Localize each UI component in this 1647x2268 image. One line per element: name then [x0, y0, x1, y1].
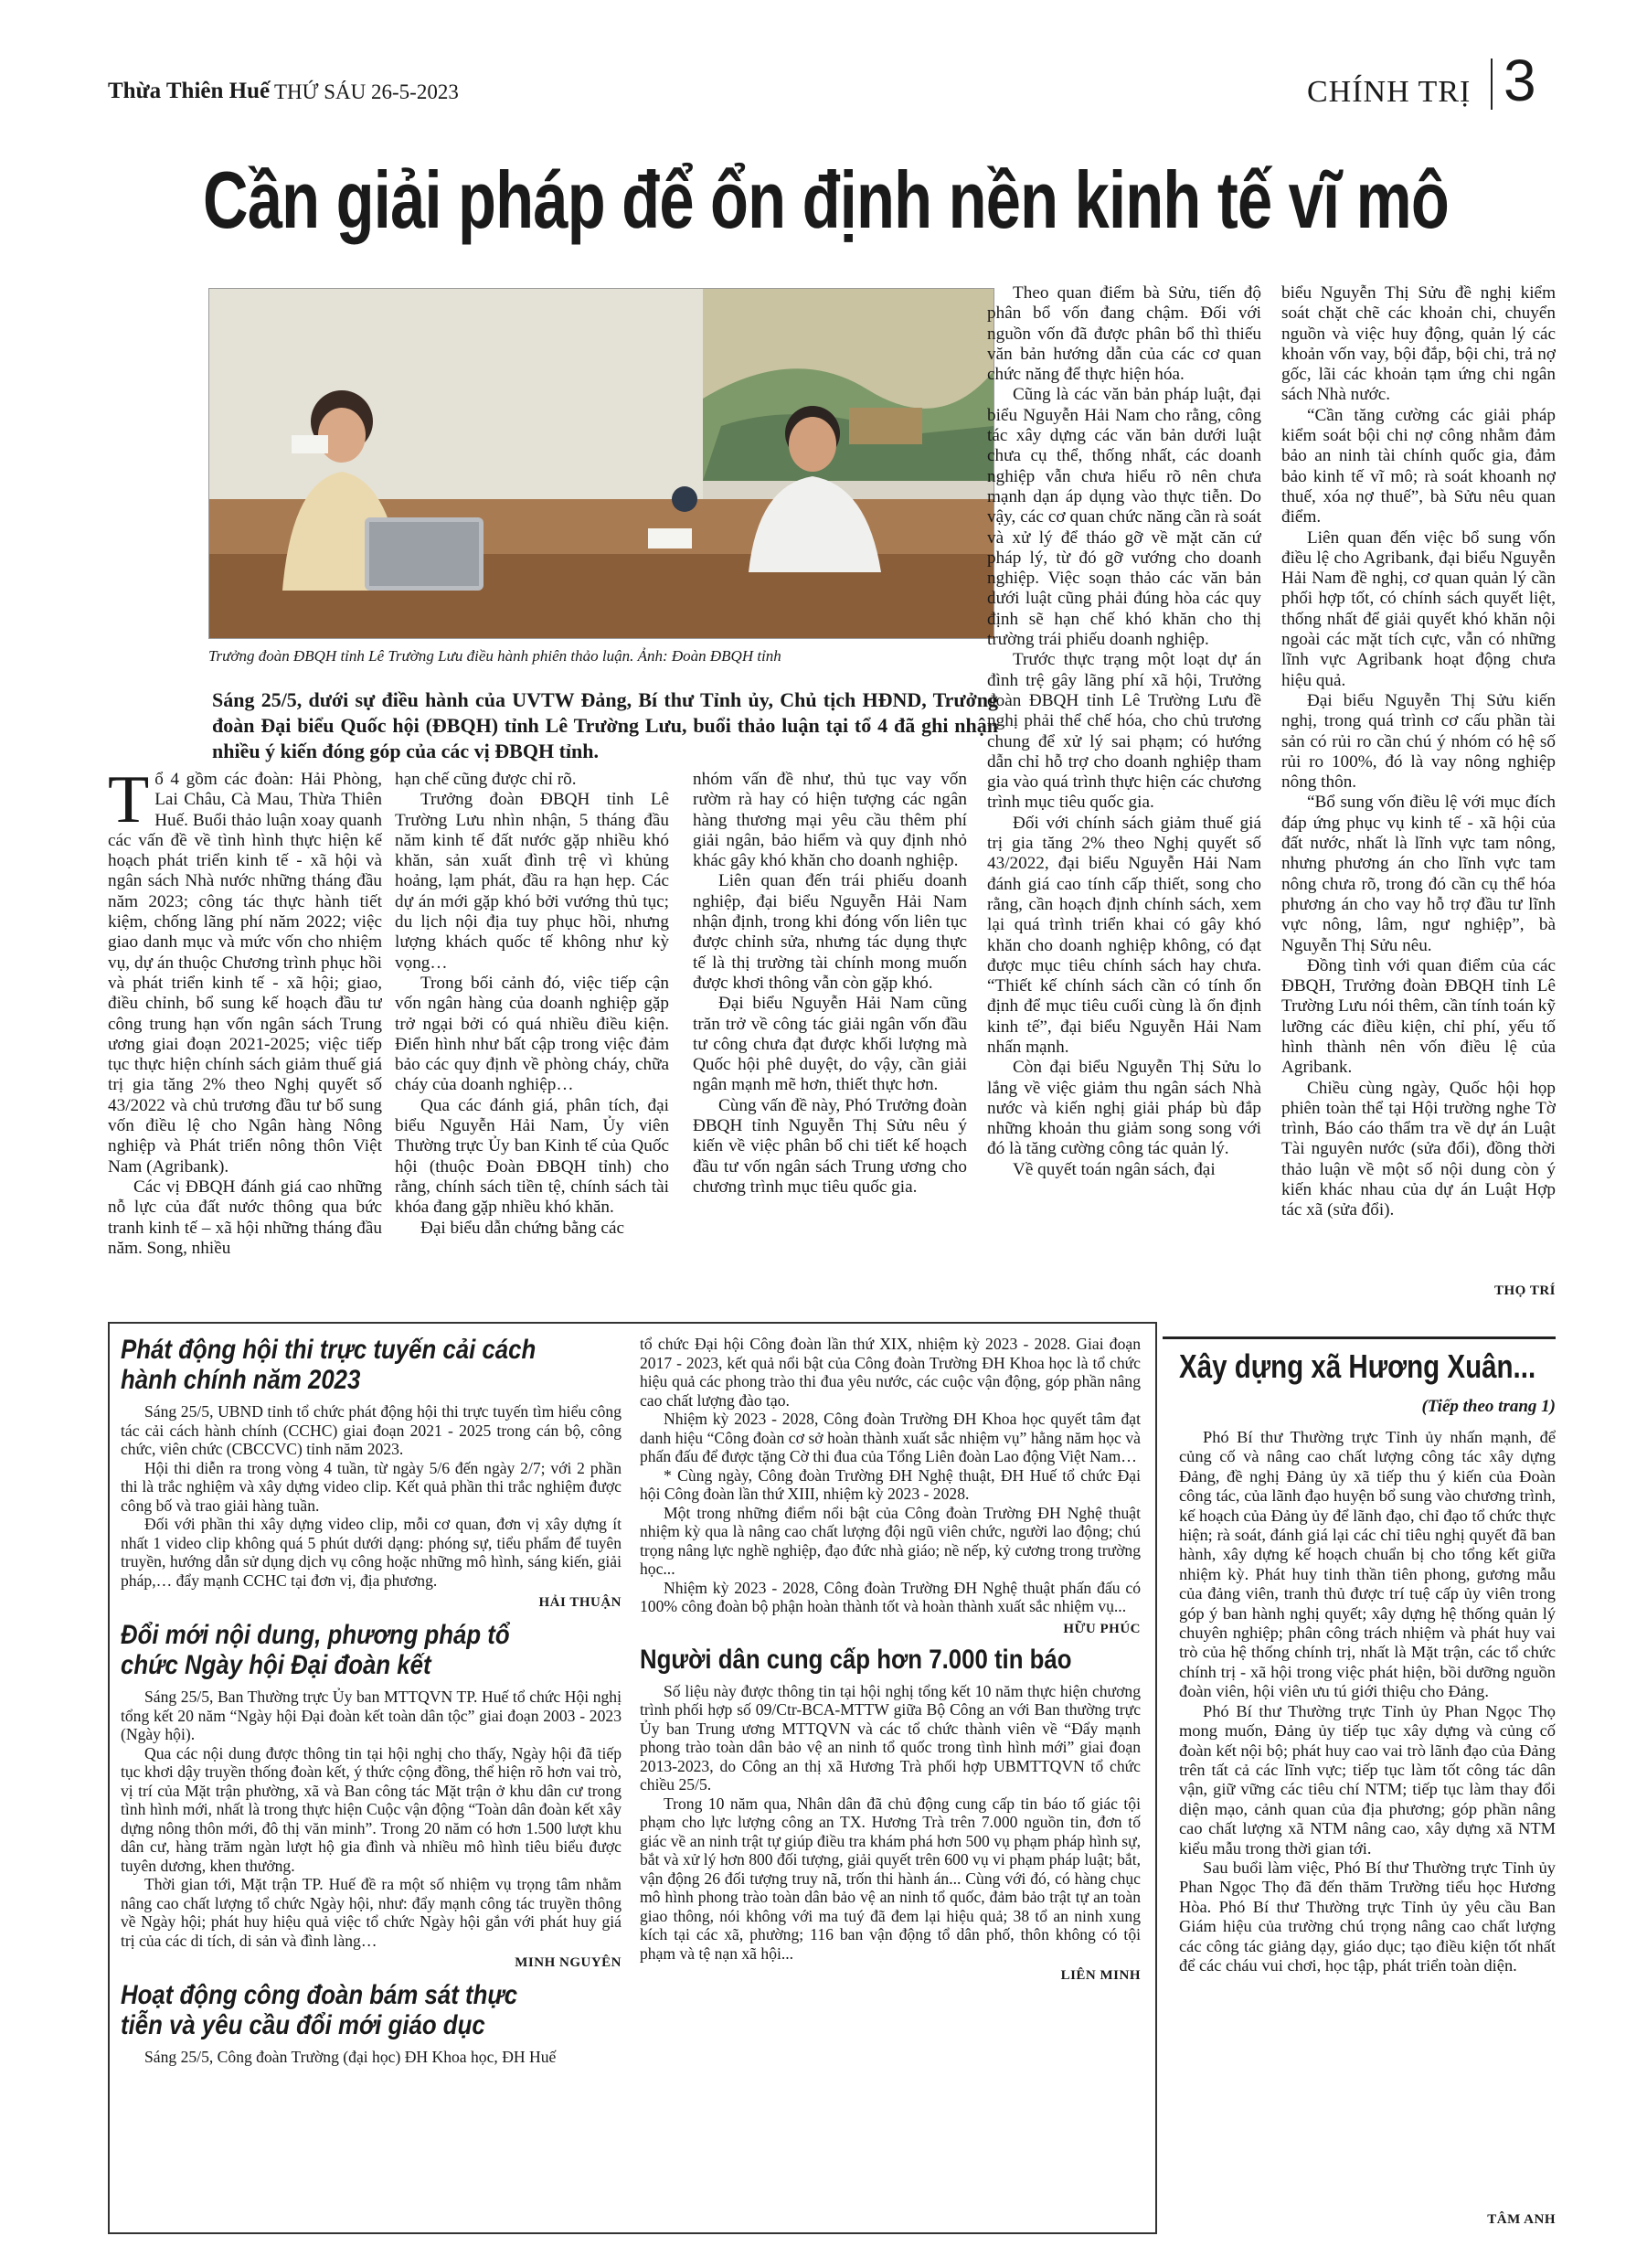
article-paragraph: Đối với chính sách giảm thuế giá trị gia tăng 2% theo Nghị quyết số 43/2022, đại biểu Nguyễn Hải Nam đánh giá cao tính cấp thiết, song cho rằng, cần hoạch định chính sách, xem lại quá trình triển khai có gây khó khăn cho doanh nghiệp không, có đạt được mục tiêu chính sách hay chưa. “Thiết kế chính sách cần có tính ổn định để mục tiêu cuối cùng là ổn định kinh tế”, đại biểu Nguyễn Hải Nam nhấn mạnh.	[987, 813, 1261, 1057]
continued-article-title: Xây dựng xã Hương Xuân...	[1179, 1347, 1536, 1385]
article-paragraph: biểu Nguyễn Thị Sửu đề nghị kiểm soát chặt chẽ các khoản chi, chuyển nguồn và việc huy động, quản lý các khoản vốn vay, bội đắp, bội chi, trả nợ gốc, lãi các khoản tạm ứng chi ngân sách Nhà nước.	[1281, 283, 1556, 405]
brief-title-4: Người dân cung cấp hơn 7.000 tin báo	[640, 1644, 1072, 1675]
brief-paragraph: Sáng 25/5, UBND tỉnh tổ chức phát động hội thi trực tuyến tìm hiểu công tác cải cách hành chính (CCHC) giai đoạn 2021 - 2025 trong cán bộ, công chức, viên chức (CBCCVC) tỉnh năm 2023.	[121, 1402, 622, 1458]
article-column-2	[395, 770, 669, 1300]
article-paragraph: Trước thực trạng một loạt dự án đình trệ gây lãng phí xã hội, Trưởng đoàn ĐBQH tỉnh Lê Trường Lưu đề nghị phải thể chế hóa, cho chủ trương chung để xử lý sai phạm; có hướng dẫn chỉ hỗ trợ cho doanh nghiệp tham gia vào quá trình thực hiện các chương trình mục tiêu quốc gia.	[987, 650, 1261, 813]
brief-paragraph: Trong 10 năm qua, Nhân dân đã chủ động cung cấp tin báo tố giác tội phạm cho lực lượng công an TX. Hương Trà trên 7.000 nguồn tin, đơn tố giác về an ninh trật tự giúp điều tra khám phá hơn 500 vụ phạm pháp hình sự, bắt và xử lý hơn 800 đối tượng, giải quyết trên 600 vụ vi phạm pháp luật; bắt, vận động 26 đối tượng truy nã, trốn thi hành án... Cùng với đó, có hàng chục mô hình phong trào toàn dân bảo vệ an ninh tổ quốc, đảm bảo trật tự an toàn giao thông, nói không với ma tuý đã đem lại hiệu quả; 38 tổ an ninh xung kích tại các xã, phường; 116 ban vận động tổ dân phố, thôn không có tội phạm và tệ nạn xã hội...	[640, 1794, 1141, 1963]
brief-byline-2: MINH NGUYÊN	[515, 1955, 622, 1970]
brief-column-left	[121, 1335, 622, 2220]
article-photo	[208, 288, 994, 639]
article-column-3	[693, 770, 967, 1300]
brief-title-1: Phát động hội thi trực tuyến cải cách hành chính năm 2023	[121, 1335, 537, 1395]
brief-paragraph: Một trong những điểm nổi bật của Công đoàn Trường ĐH Nghệ thuật nhiệm kỳ qua là nâng cao chất lượng đội ngũ viên chức, người lao động; chú trọng nâng lực nghề nghiệp, đạo đức nhà giáo; nề nếp, kỷ cương trong trường học...	[640, 1503, 1141, 1578]
brief-paragraph: tổ chức Đại hội Công đoàn lần thứ XIX, nhiệm kỳ 2023 - 2028. Giai đoạn 2017 - 2023, kết quả nổi bật của Công đoàn Trường ĐH Khoa học là tổ chức hiệu quả các phong trào thi đua yêu nước, các cuộc vận động, góp phần nâng cao chất lượng đào tạo.	[640, 1335, 1141, 1410]
brief-paragraph: Sáng 25/5, Công đoàn Trường (đại học) ĐH Khoa học, ĐH Huế	[144, 2048, 557, 2066]
brief-paragraph: Thời gian tới, Mặt trận TP. Huế đề ra một số nhiệm vụ trọng tâm nhằm nâng cao chất lượng tổ chức Ngày hội, như: đẩy mạnh công tác truyền thông về Ngày hội; phát huy hiệu quả việc tổ chức Ngày hội gắn với phát huy giá trị của các di tích, di sản và đình làng…	[121, 1875, 622, 1950]
article-paragraph: Phó Bí thư Thường trực Tỉnh ủy Phan Ngọc Thọ mong muốn, Đảng ủy tiếp tục xây dựng và củng cố đoàn kết nội bộ; phát huy cao vai trò lãnh đạo của Đảng trên tất cả các lĩnh vực; tiếp tục làm tốt công tác dân vận, giữ vững các tiêu chí NTM; tiếp tục làm thay đổi diện mạo, cảnh quan của địa phương; góp phần nâng cao chất lượng xã NTM nâng cao, xây dựng xã NTM kiểu mẫu trong thời gian tới.	[1179, 1701, 1556, 1858]
brief-body-4	[640, 1682, 1141, 1964]
article-byline: THỌ TRÍ	[1494, 1283, 1556, 1298]
article-paragraph: “Bổ sung vốn điều lệ với mục đích đáp ứng phục vụ kinh tế - xã hội của đất nước, nhất là lĩnh vực tam nông, nhưng phương án cho lĩnh vực tam nông chưa rõ, trong đó cần cụ thể hóa phương án cho vay hỗ trợ đầu tư lĩnh vực nông, lâm, ngư nghiệp”, bà Nguyễn Thị Sửu nêu.	[1281, 793, 1556, 955]
brief-paragraph: Nhiệm kỳ 2023 - 2028, Công đoàn Trường ĐH Khoa học quyết tâm đạt danh hiệu “Công đoàn cơ sở hoàn thành xuất sắc nhiệm vụ” hằng năm học và phấn đấu để được tặng Cờ thi đua của Tổng Liên đoàn Lao động Việt Nam…	[640, 1410, 1141, 1465]
article-paragraph: Cùng vấn đề này, Phó Trưởng đoàn ĐBQH tỉnh Nguyễn Thị Sửu nêu ý kiến về việc phân bổ chi tiết kế hoạch đầu tư vốn ngân sách Trung ương cho chương trình mục tiêu quốc gia.	[693, 1095, 967, 1197]
article-paragraph: Về quyết toán ngân sách, đại	[1013, 1159, 1216, 1179]
article-paragraph: Các vị ĐBQH đánh giá cao những nỗ lực của đất nước thông qua bức tranh kinh tế – xã hội những tháng đầu năm. Song, nhiều	[108, 1177, 382, 1258]
article-paragraph: “Cần tăng cường các giải pháp kiểm soát bội chi nợ công nhằm đảm bảo an ninh tài chính quốc gia, đảm bảo kinh tế vĩ mô; rà soát khoanh nợ thuế, xóa nợ thuế”, bà Sửu nêu quan điểm.	[1281, 405, 1556, 527]
brief-paragraph: Nhiệm kỳ 2023 - 2028, Công đoàn Trường ĐH Nghệ thuật phấn đấu có 100% công đoàn bộ phận hoàn thành tốt và hoàn thành xuất sắc nhiệm vụ...	[640, 1578, 1141, 1615]
meeting-photo-illustration	[209, 289, 994, 638]
article-paragraph: hạn chế cũng được chỉ rõ.	[395, 770, 577, 789]
brief-title-2: Đổi mới nội dung, phương pháp tổ chức Ngày hội Đại đoàn kết	[121, 1620, 510, 1680]
brief-paragraph: Qua các nội dung được thông tin tại hội nghị cho thấy, Ngày hội đã tiếp tục khơi dậy truyền thống đoàn kết, ý thức cộng đồng, thể hiện rõ hơn vai trò, vị trí của Mặt trận phường, xã và Ban công tác Mặt trận ở khu dân cư trong tình hình mới, nhất là trong thực hiện Cuộc vận động “Toàn dân đoàn kết xây dựng nông thôn mới, đô thị văn minh”. Trong 20 năm có hơn 1.500 lượt khu dân cư, hàng trăm ngàn lượt hộ gia đình và nhiều mô hình tiêu biểu được tuyên dương, khen thưởng.	[121, 1743, 622, 1875]
article-paragraph: Trong bối cảnh đó, việc tiếp cận vốn ngân hàng của doanh nghiệp gặp trở ngại bởi có quá nhiều điều kiện. Điển hình như bất cập trong việc đảm bảo các quy định về phòng cháy, chữa cháy của doanh nghiệp…	[395, 973, 669, 1095]
brief-paragraph: Hội thi diễn ra trong vòng 4 tuần, từ ngày 5/6 đến ngày 2/7; với 2 phần thi là trắc nghiệm và xây dựng video clip. Kết quả phần thi trắc nghiệm được công bố và trao giải hàng tuần.	[121, 1458, 622, 1515]
brief-body-2	[121, 1688, 622, 1950]
article-paragraph: Đại biểu Nguyễn Thị Sửu kiến nghị, trong quá trình cơ cấu phần tài sản có rủi ro cần chú ý nhóm có hệ số rủi ro 100%, đó là vay nông nghiệp nông thôn.	[1281, 690, 1556, 793]
article-paragraph: Sau buổi làm việc, Phó Bí thư Thường trực Tỉnh ủy Phan Ngọc Thọ đã đến thăm Trường tiểu học Hương Hòa. Phó Bí thư Thường trực Tỉnh ủy yêu cầu Ban Giám hiệu của trường chú trọng nâng cao chất lượng các công tác giảng dạy, giáo dục; tạo điều kiện tốt nhất để các cháu vui chơi, học tập, phát triển toàn diện.	[1179, 1858, 1556, 1975]
article-column-1	[108, 770, 382, 1300]
brief-paragraph: Đối với phần thi xây dựng video clip, mỗi cơ quan, đơn vị xây dựng ít nhất 1 video clip không quá 5 phút dưới dạng: phóng sự, tiểu phẩm để tuyên truyền, hướng dẫn sử dụng dịch vụ công hoặc những mô hình, sáng kiến, giải pháp,… đẩy mạnh CCHC tại đơn vị, địa phương.	[121, 1515, 622, 1590]
brief-byline-4: LIÊN MINH	[1060, 1968, 1141, 1983]
main-headline: Cần giải pháp để ổn định nền kinh tế vĩ mô	[203, 154, 1450, 245]
brief-column-right	[640, 1335, 1141, 2220]
right-article-rule	[1163, 1336, 1556, 1339]
issue-date: THỨ SÁU 26-5-2023	[274, 80, 459, 103]
paper-name: Thừa Thiên Huế	[108, 79, 271, 103]
article-paragraph: Liên quan đến việc bổ sung vốn điều lệ cho Agribank, đại biểu Nguyễn Hải Nam đề nghị, cơ quan quản lý cần phối hợp tốt, có chính sách quyết liệt, thống nhất để giải quyết khó khăn nội ngoài các mặt tích cực, vẫn có những lĩnh vực Agribank hoạt động chưa hiệu quả.	[1281, 527, 1556, 690]
article-paragraph: Đại biểu Nguyễn Hải Nam cũng trăn trở về công tác giải ngân vốn đầu tư công chưa đạt được khối lượng mà Quốc hội phê duyệt, do vậy, cần giải ngân mạnh mẽ hơn, thiết thực hơn.	[693, 994, 967, 1095]
brief-byline-1: HẢI THUẬN	[538, 1595, 622, 1610]
drop-cap: T	[108, 770, 150, 837]
brief-body-3-cont	[640, 1335, 1141, 1616]
article-paragraph: Phó Bí thư Thường trực Tỉnh ủy nhấn mạnh, để củng cố và nâng cao chất lượng công tác xây dựng Đảng, đề nghị Đảng ủy xã tiếp thu ý kiến của Đoàn công tác, của lãnh đạo huyện bổ sung vào chương trình, kế hoạch của Đảng ủy để lãnh đạo, chỉ đạo tổ chức thực hiện; rà soát, đánh giá lại các chỉ tiêu nghị quyết đã ban hành, xây dựng kế hoạch chuẩn bị cho tổng kết giữa nhiệm kỳ. Phát huy tinh thần tiên phong, gương mẫu của đảng viên, tranh thủ được trí tuệ cấp ủy viên trong góp ý ban hành nghị quyết; xây dựng hệ thống quản lý chuyên nghiệp; phân công trách nhiệm và phát huy vai trò của hệ thống chính trị, nhất là Mặt trận, các tổ chức chính trị - xã hội trong việc phát hiện, bồi dưỡng nguồn đoàn viên, hội viên ưu tú giới thiệu cho Đảng.	[1179, 1428, 1556, 1701]
article-column-4	[987, 283, 1261, 1300]
article-column-5	[1281, 283, 1556, 1280]
article-paragraph: Còn đại biểu Nguyễn Thị Sửu lo lắng về việc giảm thu ngân sách Nhà nước và kiến nghị giải pháp bù đắp những khoản thu giảm song song với đó là tăng cường công tác quản lý.	[987, 1058, 1261, 1159]
brief-byline-3: HỮU PHÚC	[1063, 1621, 1141, 1636]
section-title: CHÍNH TRỊ	[1307, 75, 1472, 109]
article-lead: Sáng 25/5, dưới sự điều hành của UVTW Đảng, Bí thư Tỉnh ủy, Chủ tịch HĐND, Trưởng đoàn Đại biểu Quốc hội (ĐBQH) tỉnh Lê Trường Lưu, buổi thảo luận tại tổ 4 đã ghi nhận nhiều ý kiến đóng góp của các vị ĐBQH tỉnh.	[212, 688, 998, 762]
brief-paragraph: Sáng 25/5, Ban Thường trực Ủy ban MTTQVN TP. Huế tổ chức Hội nghị tổng kết 20 năm “Ngày hội Đại đoàn kết toàn dân tộc” giai đoạn 2003 - 2023 (Ngày hội).	[121, 1688, 622, 1743]
article-paragraph: Chiều cùng ngày, Quốc hội họp phiên toàn thể tại Hội trường nghe Tờ trình, Báo cáo thẩm tra về dự án Luật Tài nguyên nước (sửa đổi), đồng thời thảo luận về một số nội dung còn ý kiến khác nhau của dự án Luật Hợp tác xã (sửa đổi).	[1281, 1078, 1556, 1220]
article-paragraph: nhóm vấn đề như, thủ tục vay vốn rườm rà hay có hiện tượng các ngân hàng thương mại yêu cầu thêm phí giải ngân, bảo hiểm và quy định nhỏ khác gây khó khăn cho doanh nghiệp.	[693, 770, 967, 871]
continued-article-byline: TÂM ANH	[1487, 2212, 1556, 2227]
article-paragraph: Theo quan điểm bà Sửu, tiến độ phân bổ vốn đang chậm. Đối với nguồn vốn đã được phân bổ thì thiếu văn bản hướng dẫn của các cơ quan chức năng để thực hiện hóa.	[987, 283, 1261, 385]
brief-body-1	[121, 1402, 622, 1590]
article-paragraph: Liên quan đến trái phiếu doanh nghiệp, đại biểu Nguyễn Hải Nam nhận định, trong khi đóng vốn liên tục được chỉnh sửa, nhưng tác dụng thực tế là thị trường tài chính mong muốn được khơi thông vẫn còn gặp khó.	[693, 871, 967, 993]
article-paragraph: Cũng là các văn bản pháp luật, đại biểu Nguyễn Hải Nam cho rằng, công tác xây dựng các văn bản dưới luật chưa cụ thể, thống nhất, các doanh nghiệp vẫn chưa hiểu rõ nên chưa mạnh dạn áp dụng vào thực tiễn. Do vậy, các cơ quan chức năng cần rà soát và xử lý để tháo gỡ về mặt căn cứ pháp lý, từ đó gỡ vướng cho doanh nghiệp. Việc soạn thảo các văn bản dưới luật cũng phải đúng hòa các quy định sẽ hạn chế khó khăn cho thị trường trái phiếu doanh nghiệp.	[987, 385, 1261, 650]
page-number: 3	[1504, 48, 1536, 113]
brief-body-3	[121, 2048, 622, 2067]
brief-paragraph: Số liệu này được thông tin tại hội nghị tổng kết 10 năm thực hiện chương trình phối hợp số 09/Ctr-BCA-MTTW giữa Bộ Công an với Ban thường trực Ủy ban Trung ương MTTQVN và các tổ chức thành viên về “Đẩy mạnh phong trào toàn dân bảo vệ an ninh tổ quốc trong tình hình mới” giai đoạn 2013-2023, do Công an thị xã Hương Trà phối hợp UBMTTQVN tổ chức chiều 25/5.	[640, 1681, 1141, 1794]
article-paragraph: Trưởng đoàn ĐBQH tỉnh Lê Trường Lưu nhìn nhận, 5 tháng đầu năm kinh tế đất nước gặp nhiều khó khăn, sản xuất đình trệ vì khủng hoảng, lạm phát, đầu ra hạn hẹp. Các dự án mới gặp khó bởi vướng thủ tục; du lịch nội địa tuy phục hồi, nhưng lượng khách quốc tế không như kỳ vọng…	[395, 790, 669, 973]
brief-title-3: Hoạt động công đoàn bám sát thực tiễn và yêu cầu đổi mới giáo dục	[121, 1980, 518, 2040]
article-paragraph: Tổ 4 gồm các đoàn: Hải Phòng, Lai Châu, Cà Mau, Thừa Thiên Huế. Buổi thảo luận xoay quanh các vấn đề về tình hình thực hiện kế hoạch phát triển kinh tế - xã hội và ngân sách Nhà nước những tháng đầu năm 2023; công tác thực hành tiết kiệm, chống lãng phí năm 2022; việc giao danh mục và mức vốn cho nhiệm vụ, dự án thuộc Chương trình phục hồi và phát triển kinh tế - xã hội; giao, điều chỉnh, bổ sung kế hoạch đầu tư công trung hạn vốn ngân sách Trung ương giai đoạn 2021-2025; việc tiếp tục thực hiện chính sách giảm thuế giá trị gia tăng 2% theo Nghị quyết số 43/2022 và chủ trương đầu tư bổ sung vốn điều lệ cho Ngân hàng Nông nghiệp và Phát triển nông thôn Việt Nam (Agribank).	[108, 770, 382, 1177]
article-paragraph: Đại biểu dẫn chứng bằng các	[420, 1218, 624, 1238]
article-paragraph: Đồng tình với quan điểm của các ĐBQH, Trưởng đoàn ĐBQH tỉnh Lê Trường Lưu nói thêm, cần tính toán kỹ lưỡng các điều kiện, chỉ phí, yếu tố hình thành nên vốn điều lệ của Agribank.	[1281, 955, 1556, 1078]
brief-paragraph: * Cùng ngày, Công đoàn Trường ĐH Nghệ thuật, ĐH Huế tổ chức Đại hội Công đoàn lần thứ XIII, nhiệm kỳ 2023 - 2028.	[640, 1465, 1141, 1503]
continued-article-body	[1179, 1428, 1556, 2205]
header-divider	[1491, 59, 1493, 110]
continued-from-note: (Tiếp theo trang 1)	[1421, 1397, 1556, 1416]
photo-caption: Trưởng đoàn ĐBQH tỉnh Lê Trường Lưu điều hành phiên thảo luận. Ảnh: Đoàn ĐBQH tỉnh	[208, 647, 781, 665]
article-paragraph: Qua các đánh giá, phân tích, đại biểu Nguyễn Hải Nam, Ủy viên Thường trực Ủy ban Kinh tế của Quốc hội (thuộc Đoàn ĐBQH tỉnh) cho rằng, chính sách tiền tệ, chính sách tài khóa đang gặp nhiều khó khăn.	[395, 1095, 669, 1218]
